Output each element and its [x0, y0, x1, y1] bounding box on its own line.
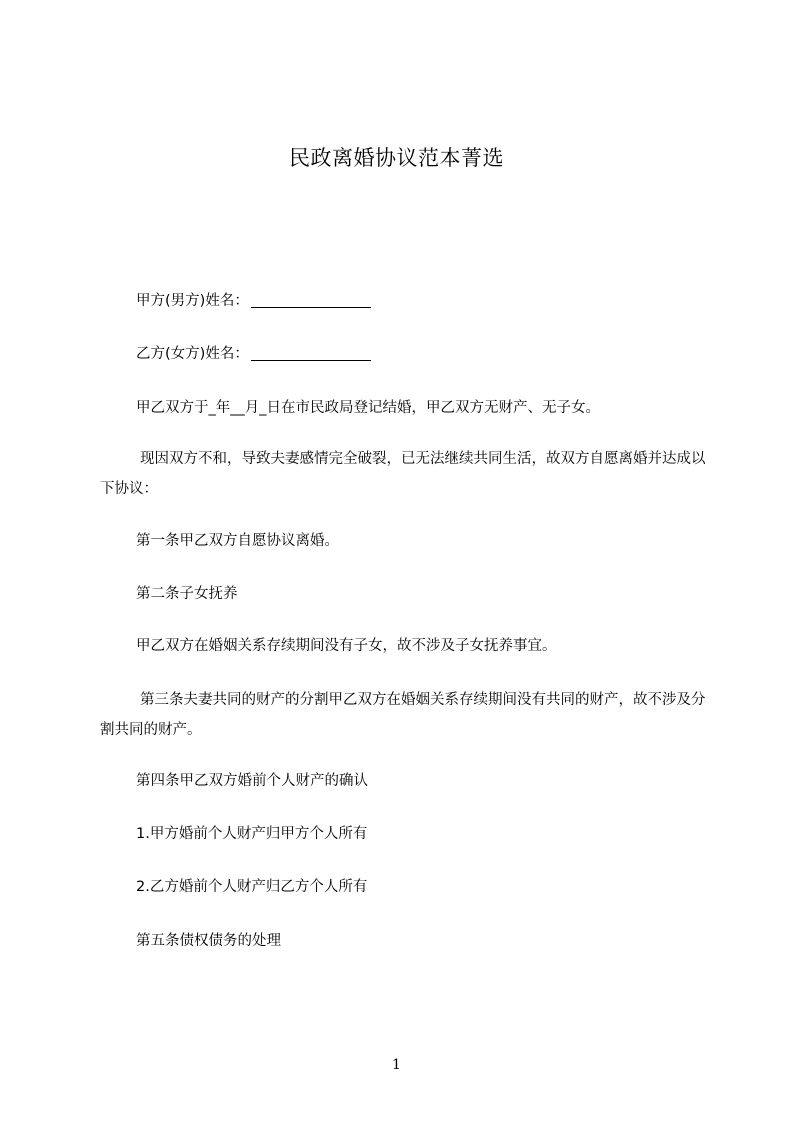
article-2-body: 甲乙双方在婚姻关系存续期间没有子女，故不涉及子女抚养事宜。: [136, 638, 557, 654]
party-a-name-blank[interactable]: [251, 293, 371, 308]
article-4-item-2: 2.乙方婚前个人财产归乙方个人所有: [136, 879, 368, 895]
party-a-label: 甲方(男方)姓名：: [136, 293, 249, 309]
page-number: 1: [392, 1057, 401, 1073]
article-1: 第一条甲乙双方自愿协议离婚。: [136, 533, 339, 549]
article-5-heading: 第五条债权债务的处理: [136, 933, 281, 949]
article-2-heading: 第二条子女抚养: [136, 586, 238, 602]
party-a-name-line: [100, 286, 710, 316]
marriage-registration-paragraph: 甲乙双方于_年__月_日在市民政局登记结婚，甲乙双方无财产、无子女。: [136, 400, 600, 416]
article-4-item-1: 1.甲方婚前个人财产归甲方个人所有: [136, 826, 368, 842]
divorce-reason-paragraph: 现因双方不和，导致夫妻感情完全破裂，已无法继续共同生活，故双方自愿离婚并达成以下协议：: [100, 451, 706, 497]
document-title: 民政离婚协议范本菁选: [289, 146, 504, 170]
article-3-paragraph: 第三条夫妻共同的财产的分割甲乙双方在婚姻关系存续期间没有共同的财产，故不涉及分割共同的财产。: [100, 692, 706, 738]
party-b-label: 乙方(女方)姓名：: [136, 346, 249, 362]
party-b-name-line: [100, 339, 710, 369]
article-4-heading: 第四条甲乙双方婚前个人财产的确认: [136, 773, 368, 789]
party-b-name-blank[interactable]: [251, 346, 371, 361]
